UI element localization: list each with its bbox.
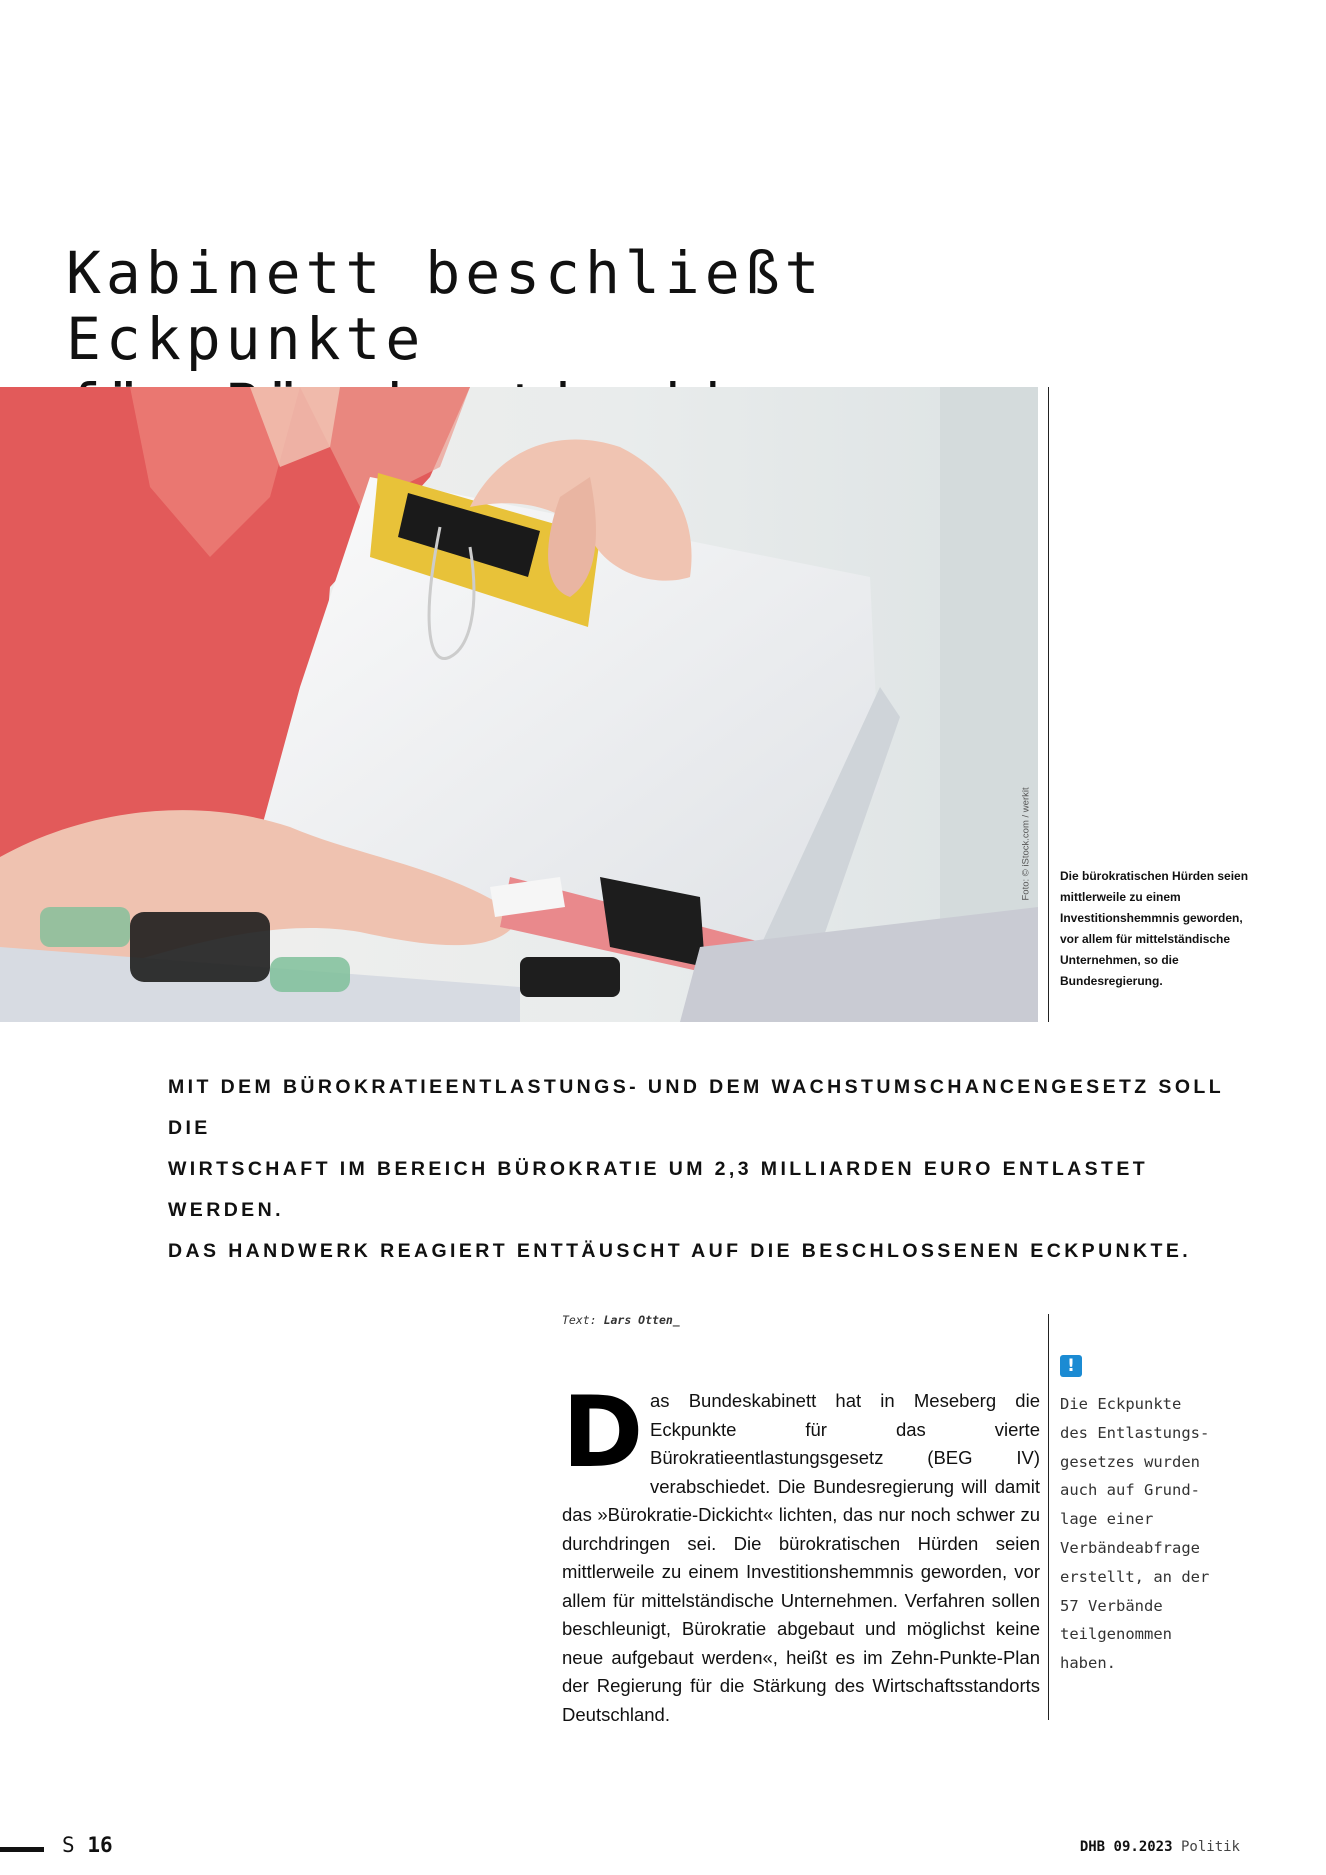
sidebar-line: gesetzes wurden <box>1060 1452 1200 1471</box>
magazine-issue: DHB 09.2023 <box>1079 1839 1173 1855</box>
sidebar-line: haben. <box>1060 1654 1116 1673</box>
sidebar-line: auch auf Grund- <box>1060 1481 1200 1500</box>
photo-caption: Die bürokratischen Hürden seien mittlerweile zu einem Investitionshemmnis geworden, vor allem für mittelständische Unternehmen, so die Bundesregierung. <box>1060 869 1249 988</box>
info-icon: ! <box>1060 1355 1082 1377</box>
footer-issue <box>1080 1839 1240 1855</box>
author-name: Lars Otten_ <box>603 1313 680 1327</box>
sidebar-line: Verbändeabfrage <box>1060 1538 1200 1557</box>
article-body-text: as Bundeskabinett hat in Meseberg die Eckpunkte für das vierte Bürokratieentlastungsgesetz (BEG IV) verabschiedet. Die Bundesregierung will damit das »Bürokratie-Dickicht« lichten, das nur noch schwer zu durchdringen sei. Die bürokratischen Hürden seien mittlerweile zu einem Investitionshemmnis geworden, vor allem für mittelständische Unternehmen. Verfahren sollen beschleunigt, Bürokratie abgebaut und möglichst keine neue aufgebaut werden«, heißt es im Zehn-Punkte-Plan der Regierung für die Stärkung des Wirtschaftsstandorts Deutschland. <box>562 1390 1040 1725</box>
sidebar-line: Die Eckpunkte <box>1060 1395 1182 1413</box>
sidebar-line: des Entlastungs- <box>1060 1423 1210 1442</box>
page-prefix: S <box>62 1833 75 1857</box>
author-label: Text: <box>562 1313 597 1327</box>
sidebar-note <box>1060 1390 1250 1678</box>
page-number-value: 16 <box>87 1833 113 1857</box>
sidebar-line: teilgenommen <box>1060 1625 1172 1644</box>
page-number <box>62 1833 113 1857</box>
lead-text <box>168 1067 1228 1272</box>
photo-credit-text: Foto: © iStock.com / werkit <box>1020 787 1032 901</box>
drop-cap: D <box>562 1376 644 1490</box>
lead-box <box>152 1028 1232 1262</box>
caption-rule <box>1048 387 1049 1022</box>
sidebar-line: lage einer <box>1060 1510 1154 1529</box>
lead-line-3: DAS HANDWERK REAGIERT ENTTÄUSCHT AUF DIE BESCHLOSSENEN ECKPUNKTE. <box>168 1240 1192 1262</box>
author-byline <box>562 1313 680 1327</box>
lead-line-2: WIRTSCHAFT IM BEREICH BÜROKRATIE UM 2,3 MILLIARDEN EURO ENTLASTET WERDEN. <box>168 1158 1149 1221</box>
footer-rule <box>0 1847 44 1852</box>
headline-line-1: Kabinett beschließt Eckpunkte <box>66 239 825 373</box>
article-body <box>562 1376 1040 1729</box>
lead-line-1: MIT DEM BÜROKRATIEENTLASTUNGS- UND DEM WACHSTUMSCHANCENGESETZ SOLL DIE <box>168 1076 1224 1139</box>
sidebar-rule <box>1048 1314 1049 1720</box>
sidebar-line: 57 Verbände <box>1060 1596 1163 1615</box>
article-photo <box>0 387 1038 1022</box>
section-name: Politik <box>1180 1839 1240 1855</box>
photo-credit <box>1012 787 1038 907</box>
sidebar-line: erstellt, an der <box>1060 1567 1210 1586</box>
